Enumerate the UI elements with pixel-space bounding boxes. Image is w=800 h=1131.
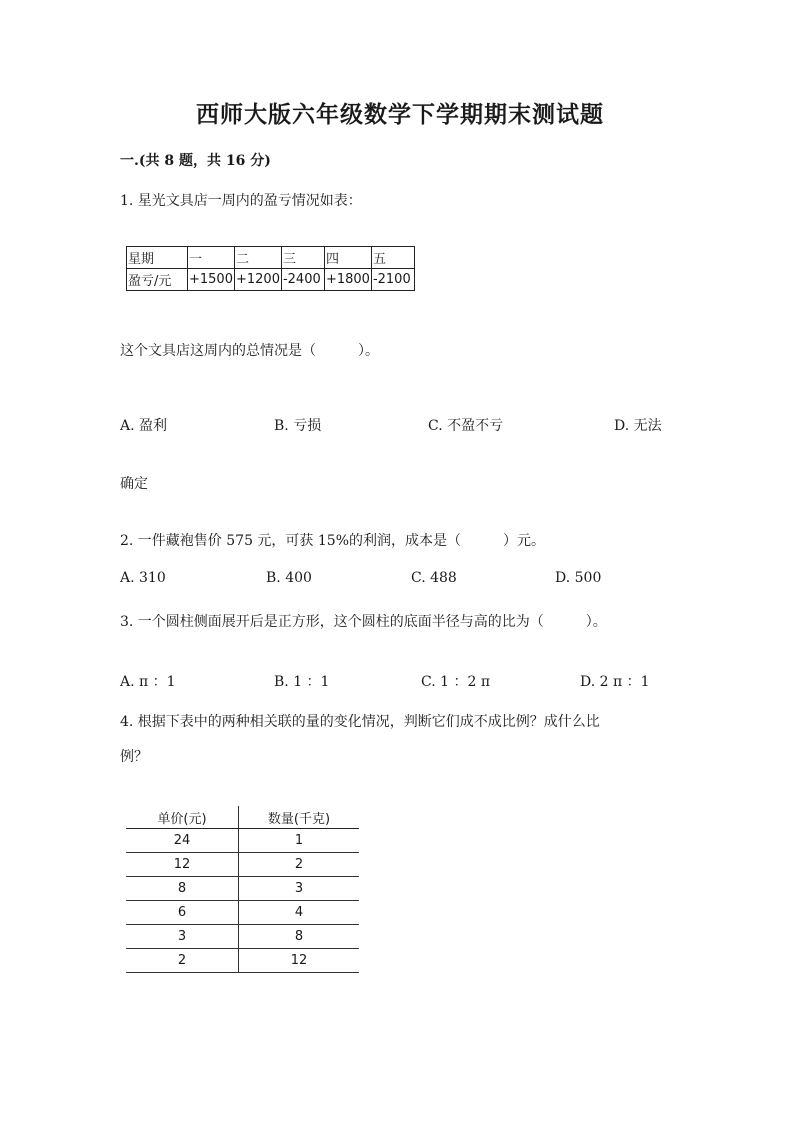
question-1-prompt: 这个文具店这周内的总情况是（ ）。 xyxy=(120,343,379,359)
option-a: A. π ：1 xyxy=(120,674,176,690)
option-c: C. 1 ：2 π xyxy=(421,674,491,690)
table-cell: -2100 xyxy=(371,269,414,291)
option-d-continued: 确定 xyxy=(120,476,148,492)
table-row xyxy=(126,853,359,877)
option-d: D. 2 π ：1 xyxy=(580,674,650,690)
column-header-quantity: 数量(千克) xyxy=(239,806,360,829)
table-cell: 1 xyxy=(239,829,360,853)
table-cell: 3 xyxy=(239,877,360,901)
table-cell: 6 xyxy=(126,901,239,925)
section-heading: 一.(共 8 题，共 16 分) xyxy=(120,153,271,169)
question-4-stem: 4. 根据下表中的两种相关联的量的变化情况，判断它们成不成比例？成什么比 xyxy=(120,714,600,730)
table-cell: 一 xyxy=(188,247,235,269)
table-row xyxy=(126,877,359,901)
table-cell: 8 xyxy=(126,877,239,901)
table-cell: -2400 xyxy=(281,269,324,291)
question-2-stem: 2. 一件藏袍售价 575 元，可获 15%的利润，成本是（ ）元。 xyxy=(120,533,545,549)
table-cell: 三 xyxy=(281,247,324,269)
option-b: B. 400 xyxy=(266,570,312,586)
option-c: C. 488 xyxy=(411,570,457,586)
table-cell: 12 xyxy=(239,949,360,973)
table-cell: 2 xyxy=(126,949,239,973)
table-row xyxy=(126,949,359,973)
option-d: D. 500 xyxy=(555,570,602,586)
question-3-stem: 3. 一个圆柱侧面展开后是正方形，这个圆柱的底面半径与高的比为（ ）。 xyxy=(120,614,607,630)
option-d: D. 无法 xyxy=(614,418,662,434)
table-cell: 2 xyxy=(239,853,360,877)
table-row xyxy=(127,247,415,269)
table-header-row xyxy=(126,806,359,829)
option-a: A. 盈利 xyxy=(120,418,168,434)
table-cell: +1200 xyxy=(234,269,281,291)
table-cell: 8 xyxy=(239,925,360,949)
table-row xyxy=(127,269,415,291)
page-title: 西师大版六年级数学下学期期末测试题 xyxy=(196,101,604,128)
option-a: A. 310 xyxy=(120,570,166,586)
table-row xyxy=(126,829,359,853)
option-b: B. 1 ：1 xyxy=(274,674,330,690)
table-cell: 3 xyxy=(126,925,239,949)
table-cell: 四 xyxy=(324,247,371,269)
table-cell: 盈亏/元 xyxy=(127,269,188,291)
question-1-stem: 1. 星光文具店一周内的盈亏情况如表： xyxy=(120,193,362,209)
question-4-stem-continued: 例？ xyxy=(120,749,148,765)
profit-loss-table xyxy=(126,246,415,291)
table-cell: 五 xyxy=(371,247,414,269)
table-cell: 4 xyxy=(239,901,360,925)
table-cell: 24 xyxy=(126,829,239,853)
option-b: B. 亏损 xyxy=(274,418,322,434)
option-c: C. 不盈不亏 xyxy=(428,418,504,434)
table-cell: 星期 xyxy=(127,247,188,269)
column-header-price: 单价(元) xyxy=(126,806,239,829)
table-cell: 12 xyxy=(126,853,239,877)
table-row xyxy=(126,901,359,925)
table-cell: +1800 xyxy=(324,269,371,291)
table-cell: +1500 xyxy=(188,269,235,291)
table-row xyxy=(126,925,359,949)
table-cell: 二 xyxy=(234,247,281,269)
price-quantity-table xyxy=(126,806,359,973)
